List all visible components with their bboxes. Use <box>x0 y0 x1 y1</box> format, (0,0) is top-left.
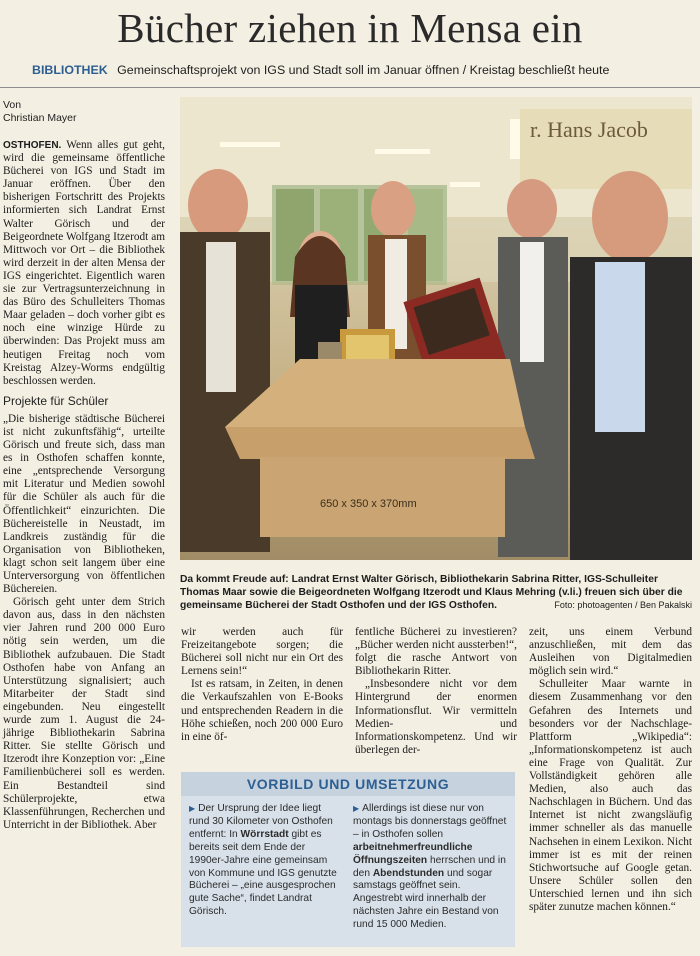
paragraph: Görisch geht unter dem Strich davon aus, dass in den nächsten vier Jahren rund 200 000 Euro nötig sein werden, um die Bibliothek aufzubauen. Die Stadt Osthofen habe von Anfang an Unterstützung signalisiert; auch Mitarbeiter der Stadt sind eingebunden. Neu eingestellt wurde zum 1. August die 24-jährige Bibliothekarin Sabrina Ritter. Sie stellte Görisch und Itzerodt ihre Konzeption vor: „Eine Familienbücherei soll es werden. Ein Bestandteil sind Schülerprojekte, etwa Klassenführungen, Recherchen und Unterricht in der Bibliothek. Aber <box>3 596 165 831</box>
subheadline: Gemeinschaftsprojekt von IGS und Stadt soll im Januar öffnen / Kreistag beschließt heute <box>117 63 610 77</box>
column-4 <box>529 626 692 914</box>
info-box-title: VORBILD UND UMSETZUNG <box>181 772 515 796</box>
byline <box>3 99 77 125</box>
bullet-triangle-icon: ▶ <box>189 804 196 813</box>
caption-text: Da kommt Freude auf: Landrat Ernst Walter Görisch, Bibliothekarin Sabrina Ritter, IGS-Schulleiter Thomas Maar sowie die Beigeordneten Wolfgang Itzerodt und Klaus Mehring (v.li.) freuen sich über die gemeinsame Bücherei der Stadt Osthofen und der IGS Osthofen. <box>180 574 683 611</box>
photo-caption <box>180 573 692 612</box>
photo-illustration <box>180 97 692 560</box>
wall-poster-text: r. Hans Jacob <box>530 117 648 142</box>
info-box-left: ▶ Der Ursprung der Idee liegt rund 30 Kilometer von Osthofen entfernt: In Wörrstadt gibt es bereits seit dem Ende der 1990er-Jahre eine gemeinsam von Kommune und IGS genutzte Bücherei – „eine ausgesprochen gute Sache“, findet Landrat Görisch. <box>189 803 337 918</box>
section-kicker: BIBLIOTHEK <box>32 63 108 77</box>
headline: Bücher ziehen in Mensa ein <box>117 5 583 51</box>
byline-author: Christian Mayer <box>3 112 77 124</box>
paragraph: zeit, uns einem Verbund anzuschließen, mit dem das Ausleihen von Digitalmedien möglich sein wird.“ <box>529 626 692 678</box>
column-2 <box>181 626 343 744</box>
header-rule <box>0 87 700 88</box>
box-label: 650 x 350 x 370mm <box>320 498 417 510</box>
info-box-right: ▶ Allerdings ist diese nur von montags bis donnerstags geöffnet – in Osthofen sollen arbeitnehmerfreundliche Öffnungszeiten herrschen und in den Abendstunden und sogar samstags geöffnet sein. Angestrebt wird innerhalb der nächsten Jahre ein Bestand von rund 15 000 Medien. <box>353 803 507 931</box>
paragraph: Schulleiter Maar warnte in diesem Zusammenhang vor den Gefahren des Internets und besonders vor der Nachschlage-Plattform „Wikipedia“: „Informationskompetenz ist auch eine Frage von Qualität. Zur Vollständigkeit gehören alle Medien, also auch das Nachschlagen in Büchern. Und das Internet ist nicht zwangsläufig immer schneller als das manuelle Nachsehen in einem Lexikon. Nicht immer ist es mit der reinen Stichwortsuche auf Google getan. Unsere Schüler sollen den Unterschied lernen und ihn sich später zunutze machen können.“ <box>529 678 692 913</box>
paragraph: Ist es ratsam, in Zeiten, in denen die Verkaufszahlen von E-Books und entsprechenden Readern in die Höhe schießen, noch 200 000 Euro in eine öf- <box>181 678 343 743</box>
subhead-projects: Projekte für Schüler <box>3 393 109 408</box>
paragraph: fentliche Bücherei zu investieren? „Bücher werden nicht aussterben!“, folgt die rasche Antwort von Bibliothekarin Ritter. <box>355 626 517 678</box>
paragraph: „Die bisherige städtische Bücherei ist nicht zukunftsfähig“, urteilte Görisch und freute sich, dass man es in Osthofen schaffen konnte, eine „entsprechende Versorgung mit Literatur und Medien sowohl für die Schüler als auch für die Öffentlichkeit“ einzurichten. Die Büchereistelle in Neustadt, im Landkreis zuständig für die Organisation von Bibliotheken, klagt schon seit langem über eine Unterversorgung von öffentlichen Büchereien. <box>3 412 165 596</box>
info-box <box>181 772 515 947</box>
column-3 <box>355 626 517 757</box>
dateline: OSTHOFEN. <box>3 140 62 151</box>
column-1 <box>3 139 165 832</box>
intro-paragraph: OSTHOFEN. Wenn alles gut geht, wird die gemeinsame öffentliche Bücherei von IGS und Stadt im Januar eröffnen. Über den bisherigen Fortschritt des Projekts informierten sich Landrat Ernst Walter Görisch und der Beigeordnete Wolfgang Itzerodt am Mittwoch vor Ort – die Bibliothek wird derzeit in der alten Mensa der IGS eingerichtet. Eigentlich waren sie zur Vertragsunterzeichnung in das Büro des Schulleiters Thomas Maar geladen – doch vorher gibt es noch eine winzige Hürde zu überwinden: Das Projekt muss am heutigen Freitag noch vom Kreistag Alzey-Worms endgültig beschlossen werden. <box>3 139 165 387</box>
photo-credit: Foto: photoagenten / Ben Pakalski <box>554 600 692 610</box>
paragraph: wir werden auch für Freizeitangebote sorgen; die Bücherei soll nicht nur ein Ort des Lernens sein!“ <box>181 626 343 678</box>
bullet-triangle-icon: ▶ <box>353 804 360 813</box>
article-photo <box>180 97 692 560</box>
paragraph: „Insbesondere nicht vor dem Hintergrund der enormen Informationsflut. Wir vermitteln Medien- und Informationskompetenz. Und wir überlegen der- <box>355 678 517 756</box>
byline-prefix: Von <box>3 99 22 111</box>
kicker-row <box>32 61 692 79</box>
